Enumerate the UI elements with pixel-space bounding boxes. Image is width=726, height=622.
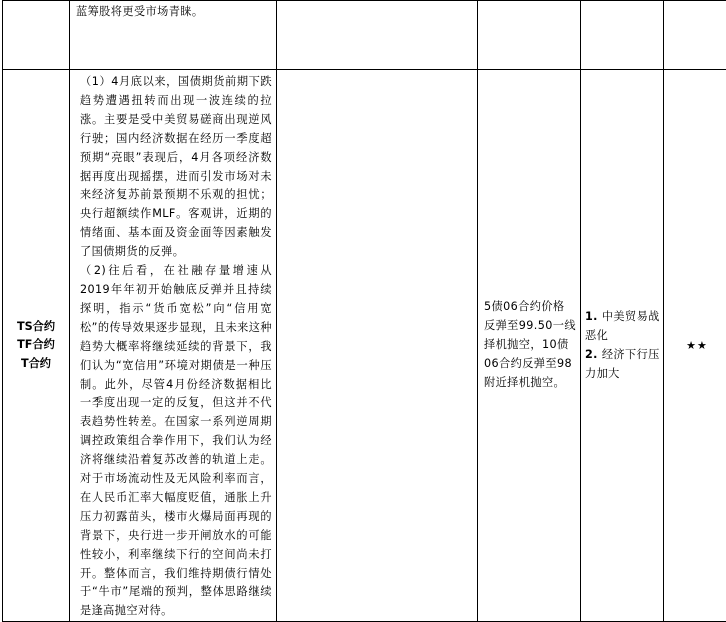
table-row xyxy=(3,1,726,70)
contract-t: T合约 xyxy=(3,355,69,374)
risk-item-text: 经济下行压力加大 xyxy=(585,348,660,380)
rating-cell-empty xyxy=(664,1,726,70)
contract-tf: TF合约 xyxy=(3,336,69,355)
analysis-paragraph-1: （1）4月底以来，国债期货前期下跌趋势遭遇扭转而出现一波连续的拉涨。主要是受中美贸易磋商出现逆风行驶；国内经济数据在经历一季度超预期“亮眼”表现后，4月各项经济数据再度出现摇摆，进而引发市场对未来经济复苏前景预期不乐观的担忧；央行超额续作MLF。客观讲，近期的情绪面、基本面及资金面等因素触发了国债期货的反弹。 xyxy=(80,73,272,262)
analysis-paragraph-2: （2)往后看，在社融存量增速从2019年年初开始触底反弹并且持续探明，指示“货币宽松”向“信用宽松”的传导效果逐步显现，且未来这种趋势大概率将继续延续的背景下，我们认为“宽信用”环境对期债是一种压制。此外，尽管4月份经济数据相比一季度出现一定的反复，但这并不代表趋势性转差。在国家一系列逆周期调控政策组合拳作用下，我们认为经济将继续沿着复苏改善的轨道上走。对于市场流动性及无风险利率而言，在人民币汇率大幅度贬值，通胀上升压力初露苗头，楼市火爆局面再现的背景下，央行进一步开闸放水的可能性较小，利率继续下行的空间尚未打开。整体而言，我们维持期债行情处于“牛市”尾端的预判，整体思路继续是逢高抛空对待。 xyxy=(80,262,272,621)
strategy-cell-empty xyxy=(478,1,581,70)
strategy-cell xyxy=(478,70,581,622)
risk-cell-empty xyxy=(581,1,664,70)
contract-cell xyxy=(3,70,70,622)
rating-cell xyxy=(664,70,726,622)
table-row xyxy=(3,70,726,622)
contract-ts: TS合约 xyxy=(3,318,69,337)
risk-item-text: 中美贸易战恶化 xyxy=(585,310,660,342)
risk-list xyxy=(581,308,663,384)
analysis-tail-text: 蓝筹股将更受市场青睐。 xyxy=(70,1,276,21)
analysis-cell xyxy=(70,70,277,622)
risk-item xyxy=(585,346,660,384)
analysis-cell xyxy=(70,1,277,70)
contract-cell-empty xyxy=(3,1,70,70)
empty-cell xyxy=(277,70,478,622)
analysis-text xyxy=(70,70,276,621)
risk-item xyxy=(585,308,660,346)
strategy-table xyxy=(2,0,726,622)
risk-cell xyxy=(581,70,664,622)
risk-item-number: 1. xyxy=(585,310,598,323)
strategy-text: 5债06合约价格反弹至99.50一线择机抛空，10债06合约反弹至98附近择机抛空。 xyxy=(478,298,580,393)
star-rating-icon: ★★ xyxy=(686,339,708,352)
empty-cell xyxy=(277,1,478,70)
risk-item-number: 2. xyxy=(585,348,598,361)
